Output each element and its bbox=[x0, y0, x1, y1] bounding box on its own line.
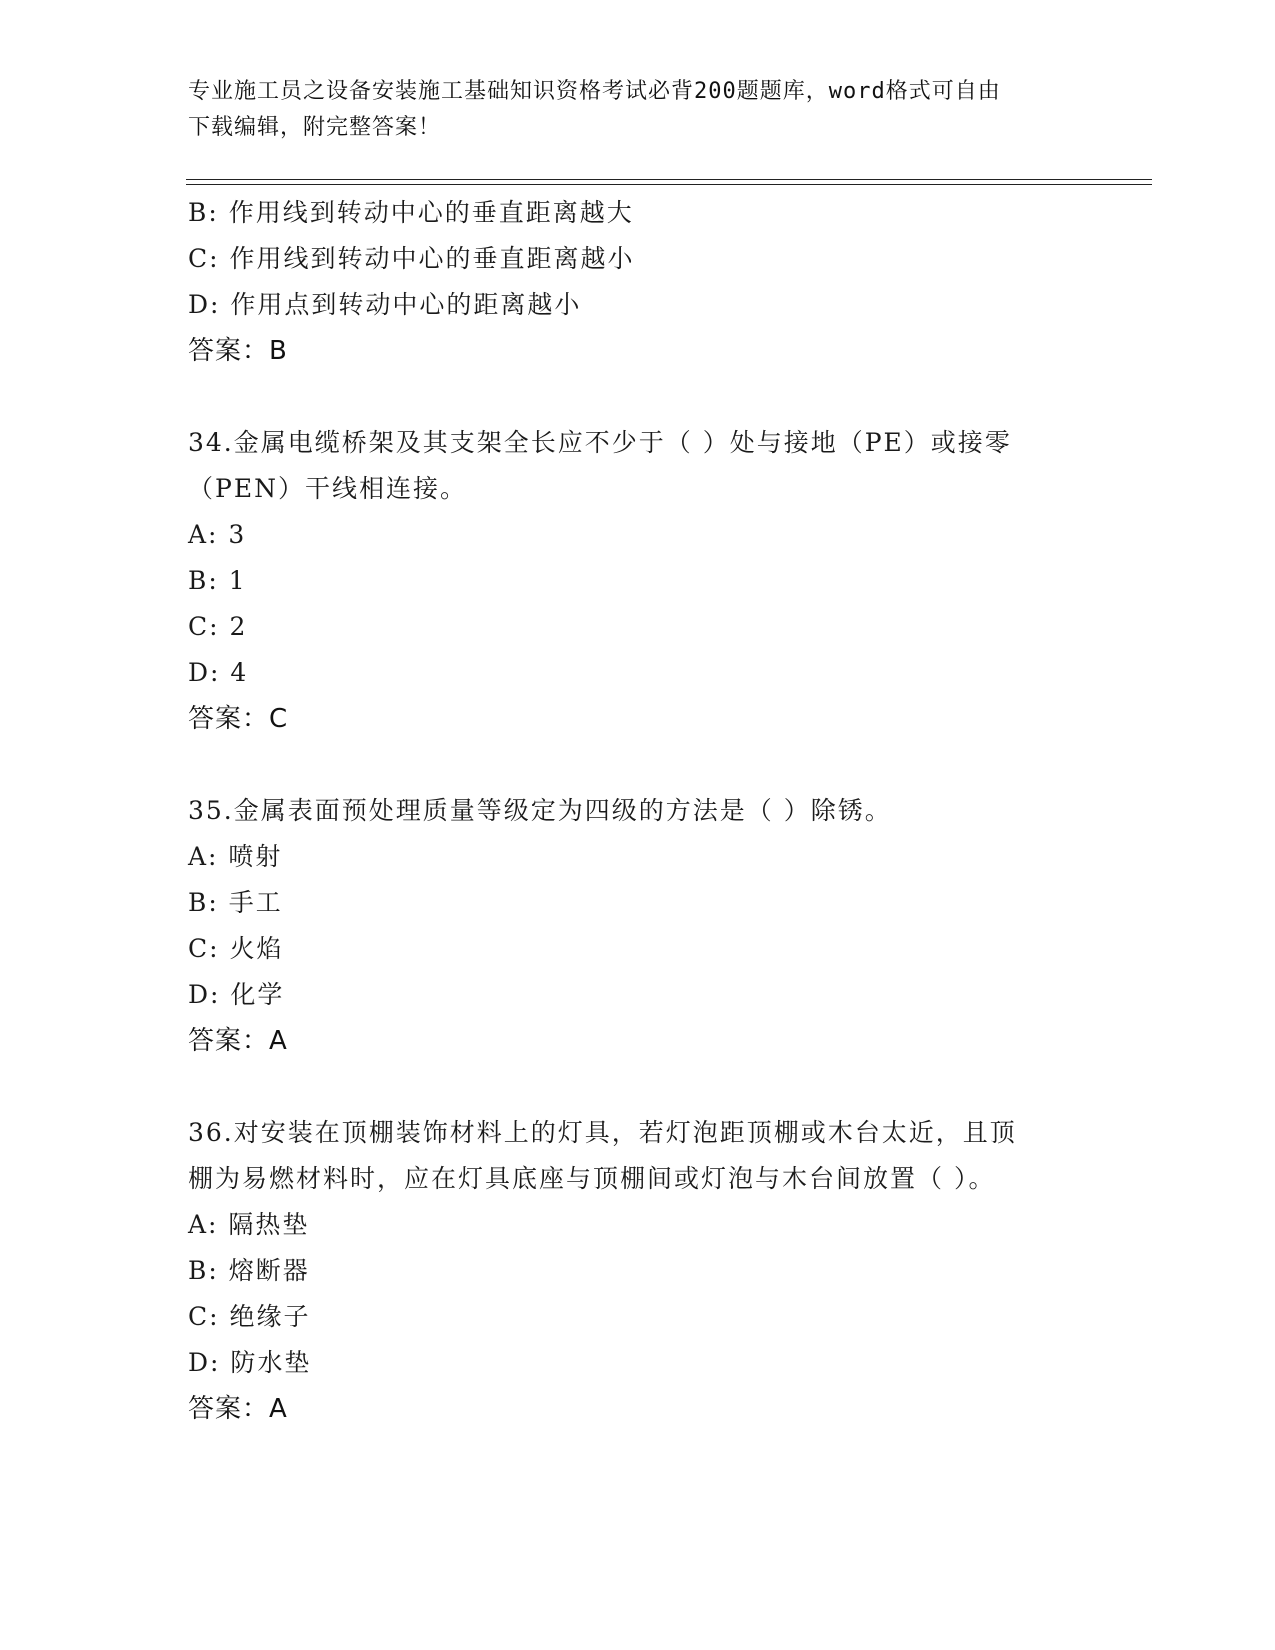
answer-line: 答案：B bbox=[188, 336, 288, 366]
option-d: D: 4 bbox=[188, 658, 249, 687]
question-stem-line: 35.金属表面预处理质量等级定为四级的方法是（ ）除锈。 bbox=[188, 796, 892, 825]
spacer bbox=[188, 374, 1088, 420]
question-stem-line: 34.金属电缆桥架及其支架全长应不少于（ ）处与接地（PE）或接零 bbox=[188, 428, 1012, 457]
option-a: A: 隔热垫 bbox=[188, 1210, 310, 1239]
option-c: C: 作用线到转动中心的垂直距离越小 bbox=[188, 244, 635, 273]
option-d: D: 化学 bbox=[188, 980, 285, 1009]
option-b: B: 手工 bbox=[188, 888, 283, 917]
option-b: B: 熔断器 bbox=[188, 1256, 310, 1285]
option-c: C: 2 bbox=[188, 612, 248, 641]
answer-line: 答案：A bbox=[188, 1394, 288, 1424]
option-b: B: 1 bbox=[188, 566, 247, 595]
question-stem-line: 棚为易燃材料时，应在灯具底座与顶棚间或灯泡与木台间放置（ ）。 bbox=[188, 1164, 996, 1193]
header-divider-bottom bbox=[186, 184, 1152, 185]
option-c: C: 火焰 bbox=[188, 934, 284, 963]
question-list bbox=[188, 190, 1088, 1432]
spacer bbox=[188, 742, 1088, 788]
question-stem-line: （PEN）干线相连接。 bbox=[188, 474, 467, 503]
question-block-34 bbox=[188, 420, 1088, 742]
option-d: D: 作用点到转动中心的距离越小 bbox=[188, 290, 582, 319]
spacer bbox=[188, 1064, 1088, 1110]
option-a: A: 3 bbox=[188, 520, 247, 549]
question-block-continued bbox=[188, 190, 1088, 374]
option-d: D: 防水垫 bbox=[188, 1348, 312, 1377]
question-stem-line: 36.对安装在顶棚装饰材料上的灯具，若灯泡距顶棚或木台太近，且顶 bbox=[188, 1118, 1017, 1147]
header-title-line-2: 下载编辑，附完整答案！ bbox=[188, 115, 442, 140]
answer-line: 答案：A bbox=[188, 1026, 288, 1056]
document-header bbox=[188, 74, 1068, 146]
question-block-35 bbox=[188, 788, 1088, 1064]
option-c: C: 绝缘子 bbox=[188, 1302, 311, 1331]
header-title-line-1: 专业施工员之设备安装施工基础知识资格考试必背200题题库，word格式可自由 bbox=[188, 79, 1001, 104]
question-block-36 bbox=[188, 1110, 1088, 1432]
header-divider-top bbox=[186, 179, 1152, 180]
answer-line: 答案：C bbox=[188, 704, 289, 734]
option-b: B: 作用线到转动中心的垂直距离越大 bbox=[188, 198, 634, 227]
option-a: A: 喷射 bbox=[188, 842, 283, 871]
